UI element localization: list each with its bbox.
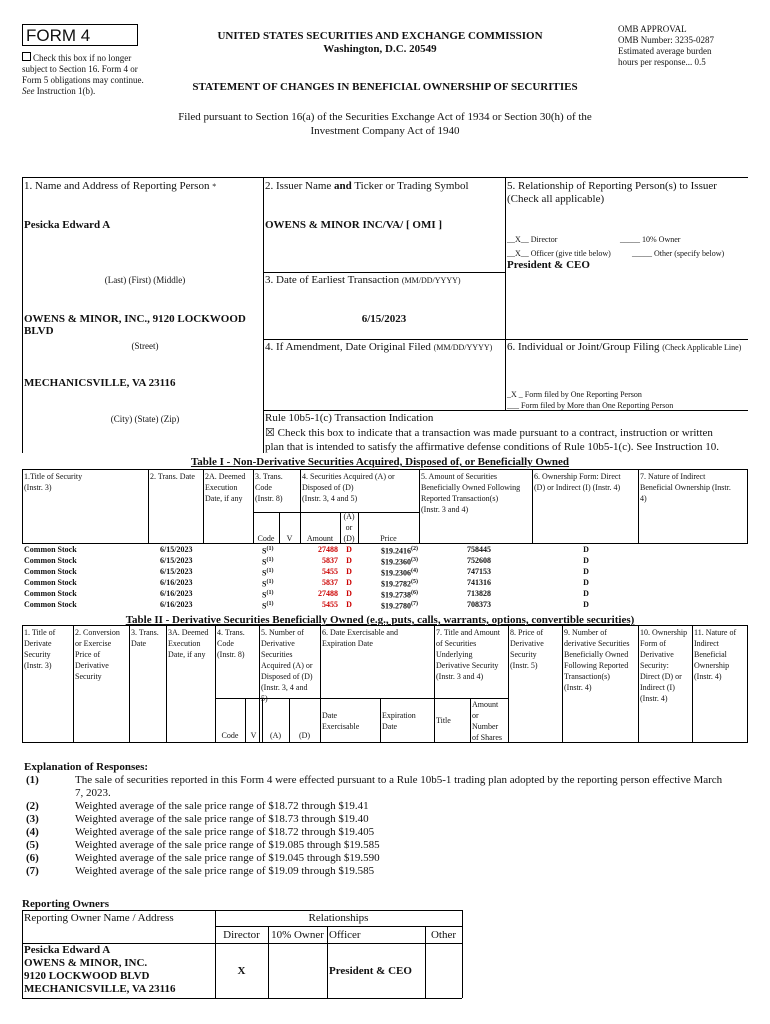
box4-label: 4. If Amendment, Date Original Filed (MM/DD/YYYY): [265, 341, 493, 353]
t1-row-price: $19.2738$^{(6)}$: [381, 590, 418, 600]
table1-title: Table I - Non-Derivative Securities Acquired, Disposed of, or Beneficially Owned: [190, 456, 570, 468]
t1-row-form: D: [583, 545, 589, 554]
t1-row-price: $19.2782$^{(5)}$: [381, 579, 418, 589]
relationship-officer: __X__ Officer (give title below): [507, 249, 611, 258]
checkbox-no-longer-subject[interactable]: [22, 52, 31, 61]
t2-col-exercisable: 6. Date Exercisable and Expiration Date: [322, 628, 398, 648]
t1-row-price-footnote: (6): [411, 590, 418, 596]
t2-col-owned: 9. Number of derivative Securities Beneficially Owned Following Reported Transaction(s) (Instr. 4): [564, 628, 630, 692]
t1-col-owned: 5. Amount of Securities Beneficially Owned Following Reported Transaction(s) (Instr. 3 and 4): [421, 472, 521, 514]
t1-row-form: D: [583, 567, 589, 576]
explanation-text: The sale of securities reported in this Form 4 were effected pursuant to a Rule 10b5-1 trading plan adopted by the reporting person effective March: [75, 774, 723, 786]
name-sub-label: (Last) (First) (Middle): [104, 275, 186, 285]
box6-label: 6. Individual or Joint/Group Filing (Check Applicable Line): [507, 341, 742, 353]
t1-row-amount: 5455: [322, 567, 338, 576]
t1-row-code-footnote: (1): [266, 568, 274, 574]
owner-director-value: X: [237, 965, 246, 977]
t2-col-conversion: 2. Conversion or Exercise Price of Derivative Security: [75, 628, 120, 681]
t2-sub-amount: Amount or Number of Shares: [472, 700, 502, 742]
explanation-number: (1): [26, 774, 39, 786]
t1-row-owned: 708373: [467, 600, 491, 609]
explanation-text-cont: 7, 2023.: [75, 787, 111, 799]
t1-row-code: $S^{(1)}$: [262, 601, 274, 611]
omb-line4: hours per response... 0.5: [618, 57, 706, 67]
owner-officer-value: President & CEO: [329, 965, 412, 977]
relationship-10pct-owner: _____ 10% Owner: [620, 235, 681, 244]
t2-sub-d: (D): [298, 731, 311, 740]
t1-col-date: 2. Trans. Date: [150, 472, 195, 481]
explanation-number: (5): [26, 839, 39, 851]
t2-col-underlying: 7. Title and Amount of Securities Underlying Derivative Security (Instr. 3 and 4): [436, 628, 501, 681]
owners-col-officer: Officer: [329, 929, 361, 941]
rule-10b5-title: Rule 10b5-1(c) Transaction Indication: [265, 412, 434, 424]
box1-label: 1. Name and Address of Reporting Person *: [24, 180, 217, 192]
t1-row-form: D: [583, 589, 589, 598]
t1-row-date: 6/16/2023: [160, 589, 193, 598]
t1-row-code: $S^{(1)}$: [262, 557, 274, 567]
reporting-person-name: Pesicka Edward A: [24, 219, 111, 231]
form-title: FORM 4: [26, 26, 91, 45]
omb-line1: OMB APPROVAL: [618, 24, 687, 34]
t1-row-price-footnote: (2): [411, 546, 418, 552]
explanation-number: (3): [26, 813, 39, 825]
t1-row-owned: 752608: [467, 556, 491, 565]
t2-sub-v: V: [250, 731, 257, 740]
t1-row-form: D: [583, 556, 589, 565]
agency-line2: Washington, D.C. 20549: [323, 43, 437, 55]
t1-row-code-footnote: (1): [266, 601, 274, 607]
rule-10b5-checkbox[interactable]: ☒: [265, 427, 275, 439]
t1-row-code-footnote: (1): [266, 590, 274, 596]
agency-line1: UNITED STATES SECURITIES AND EXCHANGE COMMISSION: [217, 30, 543, 42]
t2-col-code: 4. Trans. Code (Instr. 8): [217, 628, 245, 659]
check-text: Check this box if no longer subject to Section 16. Form 4 or Form 5 obligations may continue.: [22, 53, 144, 85]
t1-row-owned: 758445: [467, 545, 491, 554]
t1-col-form: 6. Ownership Form: Direct (D) or Indirect (I) (Instr. 4): [534, 472, 621, 492]
t1-row-security: Common Stock: [24, 567, 77, 576]
t1-row-price: $19.2416$^{(2)}$: [381, 546, 418, 556]
t1-row-security: Common Stock: [24, 600, 77, 609]
explanation-text: Weighted average of the sale price range of $19.045 through $19.590: [75, 852, 380, 864]
t2-sub-a: (A): [269, 731, 282, 740]
t1-row-date: 6/16/2023: [160, 578, 193, 587]
t1-col-code: 3. Trans. Code (Instr. 8): [255, 472, 283, 503]
t1-row-price-footnote: (4): [411, 568, 418, 574]
t2-col-deemed: 3A. Deemed Execution Date, if any: [168, 628, 209, 659]
owners-col-director: Director: [223, 929, 260, 941]
t2-col-title: 1. Title of Derivate Security (Instr. 3): [24, 628, 56, 670]
t1-row-security: Common Stock: [24, 578, 77, 587]
explanation-text: Weighted average of the sale price range of $19.085 through $19.585: [75, 839, 380, 851]
table2-title: Table II - Derivative Securities Beneficially Owned (e.g., puts, calls, warrants, options, convertible securities): [125, 614, 635, 626]
box5-label2: (Check all applicable): [507, 193, 605, 205]
t1-row-price-footnote: (3): [411, 557, 418, 563]
omb-line3: Estimated average burden: [618, 46, 712, 56]
reporting-street: OWENS & MINOR, INC., 9120 LOCKWOOD BLVD: [24, 313, 246, 337]
t1-row-code-footnote: (1): [266, 546, 274, 552]
t1-sub-v: V: [286, 534, 293, 543]
omb-approval: [618, 24, 758, 68]
t1-row-amount: 5837: [322, 578, 338, 587]
t1-col-deemed: 2A. Deemed Execution Date, if any: [205, 472, 246, 503]
box3-label: 3. Date of Earliest Transaction (MM/DD/YYYY): [265, 274, 461, 286]
t1-row-ad: D: [346, 578, 352, 587]
earliest-transaction-date: 6/15/2023: [361, 313, 407, 325]
owners-col-name: Reporting Owner Name / Address: [24, 912, 174, 924]
t1-row-amount: 5837: [322, 556, 338, 565]
t1-row-date: 6/15/2023: [160, 567, 193, 576]
t1-row-security: Common Stock: [24, 589, 77, 598]
reporting-city: MECHANICSVILLE, VA 23116: [24, 377, 176, 389]
t1-row-form: D: [583, 578, 589, 587]
t1-row-form: D: [583, 600, 589, 609]
t1-row-ad: D: [346, 556, 352, 565]
t1-row-amount: 5455: [322, 600, 338, 609]
relationship-other: _____ Other (specify below): [632, 249, 725, 258]
t1-row-code: $S^{(1)}$: [262, 590, 274, 600]
t1-row-amount: 27488: [318, 545, 338, 554]
filing-option-more: ___ Form filed by More than One Reporting Person: [507, 401, 674, 410]
t1-col-acquired: 4. Securities Acquired (A) or Disposed of (D) (Instr. 3, 4 and 5): [302, 472, 395, 503]
t2-col-price: 8. Price of Derivative Security (Instr. 5): [510, 628, 544, 670]
t2-sub-title: Title: [436, 716, 451, 725]
t2-sub-exercisable: Date Exercisable: [322, 711, 360, 731]
t1-row-date: 6/15/2023: [160, 545, 193, 554]
t1-row-ad: D: [346, 545, 352, 554]
street-sub-label: (Street): [131, 341, 159, 351]
owner-address: Pesicka Edward A OWENS & MINOR, INC. 9120 LOCKWOOD BLVD MECHANICSVILLE, VA 23116: [24, 944, 176, 995]
check-instr: Instruction 1(b).: [36, 86, 96, 96]
t1-sub-amount: Amount: [306, 534, 334, 543]
explanation-number: (6): [26, 852, 39, 864]
explanation-text: Weighted average of the sale price range of $18.72 through $19.405: [75, 826, 375, 838]
relationship-director: __X__ Director: [507, 235, 558, 244]
officer-title: President & CEO: [507, 259, 590, 271]
filing-option-one: _X _ Form filed by One Reporting Person: [507, 390, 642, 399]
t1-col-nature: 7. Nature of Indirect Beneficial Ownership (Instr. 4): [640, 472, 731, 503]
t1-row-code: $S^{(1)}$: [262, 579, 274, 589]
rule-10b5-text: ☒ Check this box to indicate that a transaction was made pursuant to a contract, instruction or written plan that is intended to satisfy the affirmative defense conditions of Rule 10b5-1(c). See Instruction 10.: [265, 427, 720, 453]
issuer-name: OWENS & MINOR INC/VA/ [ OMI ]: [265, 219, 443, 231]
t1-row-date: 6/16/2023: [160, 600, 193, 609]
statement-title: STATEMENT OF CHANGES IN BENEFICIAL OWNERSHIP OF SECURITIES: [192, 81, 578, 93]
t1-row-price-footnote: (5): [411, 579, 418, 585]
t1-sub-aord: (A) or (D): [343, 512, 355, 543]
explanation-text: Weighted average of the sale price range of $18.73 through $19.40: [75, 813, 369, 825]
t2-col-form: 10. Ownership Form of Derivative Security: Direct (D) or Indirect (I) (Instr. 4): [640, 628, 688, 703]
owners-col-other: Other: [430, 929, 457, 941]
t1-row-price-footnote: (7): [411, 601, 418, 607]
t2-col-date: 3. Trans. Date: [131, 628, 159, 648]
explanation-text: Weighted average of the sale price range of $19.09 through $19.585: [75, 865, 375, 877]
explanation-text: Weighted average of the sale price range of $18.72 through $19.41: [75, 800, 369, 812]
t2-col-number: 5. Number of Derivative Securities Acquired (A) or Disposed of (D) (Instr. 3, 4 and 5): [261, 628, 313, 703]
t1-row-ad: D: [346, 567, 352, 576]
box2-label: 2. Issuer Name and Ticker or Trading Symbol: [265, 180, 469, 192]
explanation-number: (2): [26, 800, 39, 812]
t1-row-owned: 741316: [467, 578, 491, 587]
filed-line1: Filed pursuant to Section 16(a) of the Securities Exchange Act of 1934 or Section 30(h) of the: [178, 111, 592, 123]
form-title-box: [22, 24, 138, 46]
owners-col-10pct: 10% Owner: [271, 929, 324, 941]
t2-sub-code: Code: [221, 731, 239, 740]
t1-row-price: $19.2780$^{(7)}$: [381, 601, 418, 611]
t1-sub-code: Code: [257, 534, 275, 543]
t1-row-date: 6/15/2023: [160, 556, 193, 565]
t1-row-ad: D: [346, 600, 352, 609]
t1-row-code: $S^{(1)}$: [262, 568, 274, 578]
explanation-number: (4): [26, 826, 39, 838]
filed-line2: Investment Company Act of 1940: [310, 125, 460, 137]
t1-col-security: 1.Title of Security (Instr. 3): [24, 472, 83, 492]
t1-row-security: Common Stock: [24, 556, 77, 565]
t1-row-amount: 27488: [318, 589, 338, 598]
box5-label: 5. Relationship of Reporting Person(s) to Issuer: [507, 180, 717, 192]
t1-row-code: $S^{(1)}$: [262, 546, 274, 556]
check-see: See: [22, 86, 35, 96]
explanation-title: Explanation of Responses:: [24, 761, 149, 773]
city-sub-label: (City) (State) (Zip): [110, 414, 180, 424]
t1-sub-price: Price: [380, 534, 397, 543]
t1-row-security: Common Stock: [24, 545, 77, 554]
t2-col-nature: 11. Nature of Indirect Beneficial Ownership (Instr. 4): [694, 628, 737, 681]
t1-row-owned: 747153: [467, 567, 491, 576]
t1-row-code-footnote: (1): [266, 557, 274, 563]
t1-row-price: $19.2306$^{(4)}$: [381, 568, 418, 578]
t2-sub-expiration: Expiration Date: [382, 711, 416, 731]
t1-row-ad: D: [346, 589, 352, 598]
explanation-number: (7): [26, 865, 39, 877]
owners-col-relationships: Relationships: [308, 912, 369, 924]
t1-row-code-footnote: (1): [266, 579, 274, 585]
omb-line2: OMB Number: 3235-0287: [618, 35, 714, 45]
owners-title: Reporting Owners: [22, 898, 110, 910]
check-no-longer-subject: [22, 52, 152, 97]
t1-row-price: $19.2360$^{(3)}$: [381, 557, 418, 567]
t1-row-owned: 713828: [467, 589, 491, 598]
